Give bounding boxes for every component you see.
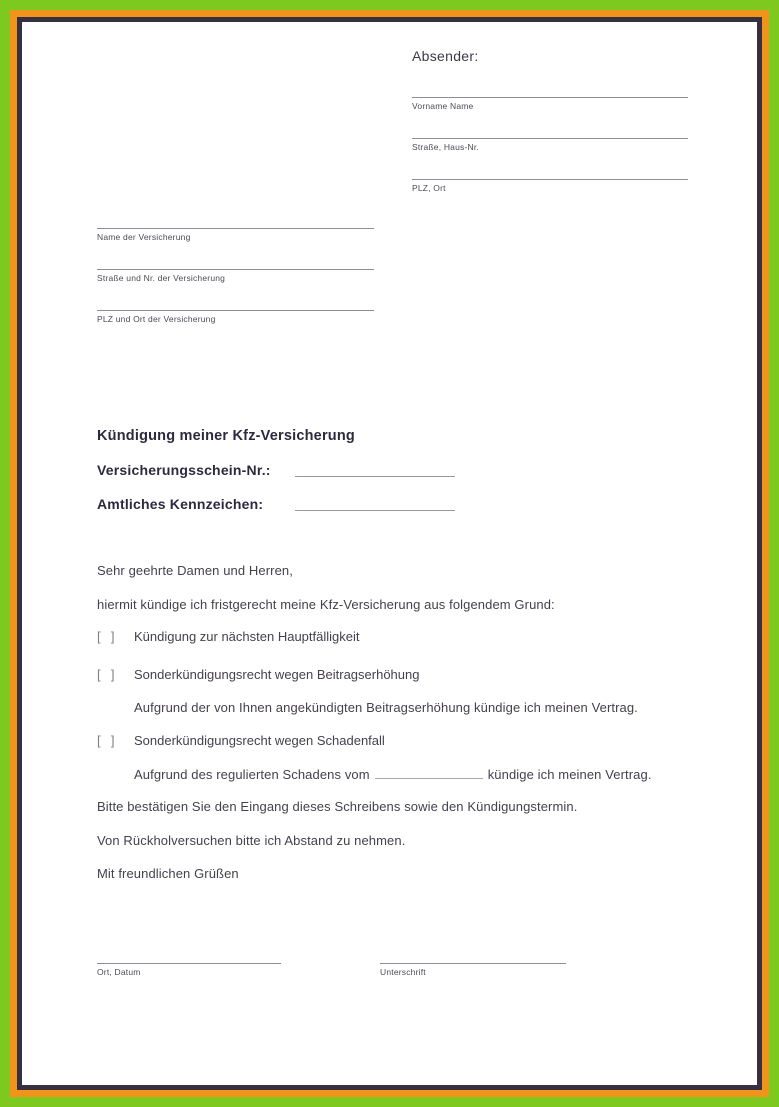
recipient-name-field[interactable] — [97, 228, 374, 242]
page-border-dark — [17, 17, 762, 1090]
note-schadenfall-after: kündige ich meinen Vertrag. — [487, 767, 652, 782]
signature-line[interactable] — [380, 963, 566, 964]
policy-number-row — [97, 462, 497, 480]
policy-number-label: Versicherungsschein-Nr.: — [97, 462, 271, 478]
confirmation-line: Bitte bestätigen Sie den Eingang dieses Schreibens sowie den Kündigungstermin. — [97, 799, 578, 814]
recipient-name-line[interactable] — [97, 228, 374, 229]
sender-street-line[interactable] — [412, 138, 688, 139]
sender-name-field[interactable] — [412, 97, 688, 111]
sender-heading: Absender: — [412, 48, 479, 64]
option-hauptfaelligkeit-label: Kündigung zur nächsten Hauptfälligkeit — [134, 629, 360, 644]
note-schadenfall — [134, 767, 652, 782]
checkbox-schadenfall[interactable]: [ ] — [97, 733, 116, 748]
recipient-name-label: Name der Versicherung — [97, 232, 191, 242]
closing-line: Mit freundlichen Grüßen — [97, 866, 239, 881]
sender-name-line[interactable] — [412, 97, 688, 98]
checkbox-beitragserhoehung[interactable]: [ ] — [97, 667, 116, 682]
signature-label: Unterschrift — [380, 967, 426, 977]
date-label: Ort, Datum — [97, 967, 141, 977]
checkbox-hauptfaelligkeit[interactable]: [ ] — [97, 629, 116, 644]
recipient-city-line[interactable] — [97, 310, 374, 311]
date-field[interactable] — [97, 963, 281, 977]
recipient-street-field[interactable] — [97, 269, 374, 283]
recipient-street-label: Straße und Nr. der Versicherung — [97, 273, 226, 283]
license-plate-label: Amtliches Kennzeichen: — [97, 496, 264, 512]
option-beitragserhoehung-label: Sonderkündigungsrecht wegen Beitragserhöhung — [134, 667, 420, 682]
sender-street-field[interactable] — [412, 138, 688, 152]
recipient-city-label: PLZ und Ort der Versicherung — [97, 314, 216, 324]
sender-city-label: PLZ, Ort — [412, 183, 446, 193]
policy-number-input-line[interactable] — [295, 476, 455, 477]
license-plate-input-line[interactable] — [295, 510, 455, 511]
damage-date-input-line[interactable] — [375, 767, 483, 779]
letter-page — [22, 22, 757, 1085]
license-plate-row — [97, 496, 497, 514]
sender-name-label: Vorname Name — [412, 101, 474, 111]
no-retention-line: Von Rückholversuchen bitte ich Abstand zu nehmen. — [97, 833, 406, 848]
note-schadenfall-before: Aufgrund des regulierten Schadens vom — [134, 767, 370, 782]
sender-street-label: Straße, Haus-Nr. — [412, 142, 479, 152]
recipient-street-line[interactable] — [97, 269, 374, 270]
page-border-orange — [10, 10, 769, 1097]
salutation: Sehr geehrte Damen und Herren, — [97, 563, 293, 578]
sender-city-line[interactable] — [412, 179, 688, 180]
sender-city-field[interactable] — [412, 179, 688, 193]
intro-line: hiermit kündige ich fristgerecht meine Kfz-Versicherung aus folgendem Grund: — [97, 597, 555, 612]
date-line[interactable] — [97, 963, 281, 964]
note-beitragserhoehung: Aufgrund der von Ihnen angekündigten Beitragserhöhung kündige ich meinen Vertrag. — [134, 700, 638, 715]
option-schadenfall-label: Sonderkündigungsrecht wegen Schadenfall — [134, 733, 385, 748]
document-title: Kündigung meiner Kfz-Versicherung — [97, 428, 355, 444]
signature-field[interactable] — [380, 963, 566, 977]
recipient-city-field[interactable] — [97, 310, 374, 324]
